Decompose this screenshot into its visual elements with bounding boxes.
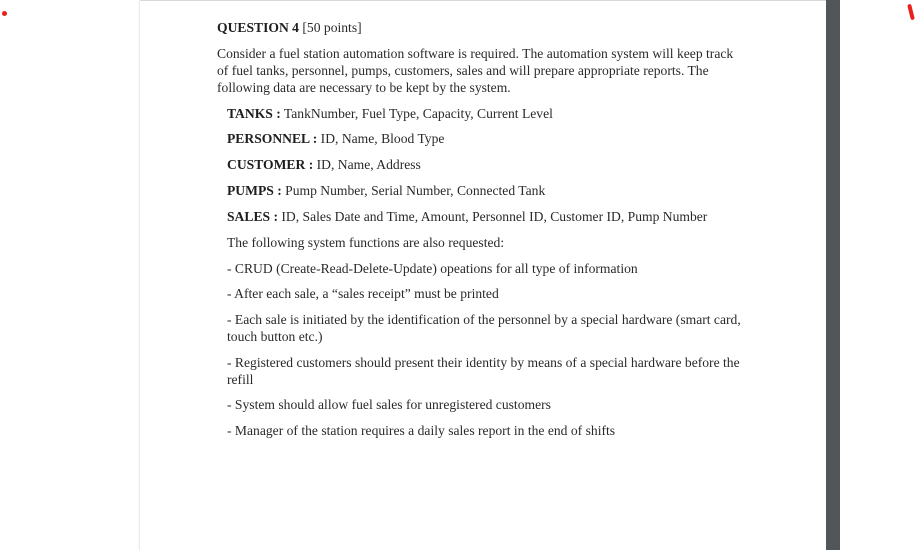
question-title: QUESTION 4 (217, 20, 299, 35)
question-intro: Consider a fuel station automation software is required. The automation system will keep track of fuel tanks, personnel, pumps, customers, sales and will prepare appropriate reports. The following data are necessary to be kept by the system. (217, 46, 734, 95)
function-item: - Each sale is initiated by the identification of the personnel by a special hardware (smart card, touch button etc.) (227, 312, 741, 344)
document-page (140, 0, 826, 550)
annotation-mark (907, 4, 915, 20)
entity-fields: Pump Number, Serial Number, Connected Tank (285, 183, 546, 198)
function-item: - Registered customers should present their identity by means of a special hardware before the refill (227, 355, 740, 387)
entity-tanks (227, 105, 553, 122)
function-item: - System should allow fuel sales for unregistered customers (227, 397, 551, 412)
entity-pumps (227, 182, 545, 199)
question-points: [50 points] (302, 20, 362, 35)
entity-personnel (227, 130, 444, 147)
entity-fields: ID, Sales Date and Time, Amount, Personnel ID, Customer ID, Pump Number (281, 209, 708, 224)
entity-name: TANKS : (227, 106, 281, 121)
function-item: - CRUD (Create-Read-Delete-Update) opeations for all type of information (227, 261, 638, 276)
viewer-side-strip (826, 0, 840, 550)
functions-intro: The following system functions are also requested: (227, 235, 505, 250)
function-item: - After each sale, a “sales receipt” must be printed (227, 286, 499, 301)
entity-name: CUSTOMER : (227, 157, 314, 172)
annotation-dot (2, 11, 7, 16)
entity-fields: ID, Name, Address (316, 157, 421, 172)
entity-fields: TankNumber, Fuel Type, Capacity, Current Level (283, 106, 553, 121)
entity-name: SALES : (227, 209, 278, 224)
entity-name: PERSONNEL : (227, 131, 318, 146)
function-item: - Manager of the station requires a daily sales report in the end of shifts (227, 423, 616, 438)
entity-name: PUMPS : (227, 183, 282, 198)
entity-sales (227, 208, 707, 225)
question-heading (217, 19, 362, 36)
entity-customer (227, 156, 421, 173)
entity-fields: ID, Name, Blood Type (320, 131, 445, 146)
